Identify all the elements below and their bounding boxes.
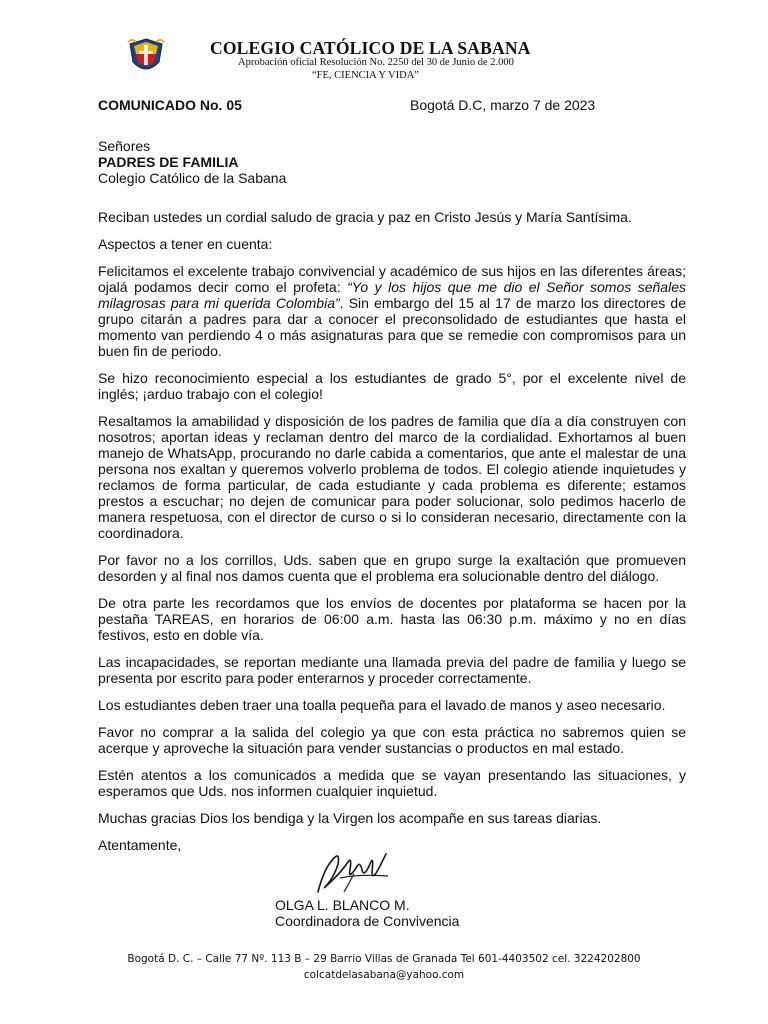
congratulations-continuation: . Sin embargo del 15 al 17 de marzo los directores de grupo citarán a padres para dar a conocer el preconsolidado de estudiantes que hasta el momento van perdiendo 4 o más asignaturas para que se remedie con compromisos para un buen fin de periodo.	[98, 295, 686, 359]
paragraph-thanks: Muchas gracias Dios los bendiga y la Virgen los acompañe en sus tareas diarias.	[98, 810, 602, 826]
greeting-paragraph: Reciban ustedes un cordial saludo de gracia y paz en Cristo Jesús y María Santísima.	[98, 209, 632, 225]
congratulations-text: Felicitamos el excelente trabajo convivencial y académico de sus hijos en las diferentes áreas; ojalá podamos decir como el profeta:	[98, 263, 686, 295]
signer-role: Coordinadora de Convivencia	[275, 913, 460, 929]
paragraph-purchases: Favor no comprar a la salida del colegio ya que con esta práctica no sabremos quien se acerque y aproveche la situación para vender sustancias o productos en mal estado.	[98, 724, 686, 756]
signer-name: OLGA L. BLANCO M.	[275, 897, 410, 913]
paragraph-platform-tasks: De otra parte les recordamos que los envíos de docentes por plataforma se hacen por la pestaña TAREAS, en horarios de 06:00 a.m. hasta las 06:30 p.m. máximo y no en días festivos, esto en doble vía.	[98, 595, 686, 643]
paragraph-parents-whatsapp: Resaltamos la amabilidad y disposición de los padres de familia que día a día construyen con nosotros; aportan ideas y reclaman dentro del marco de la cordialidad. Exhortamos al buen manejo de WhatsApp, procurando no darle cabida a comentarios, que ante el malestar de una persona nos exaltan y queremos volverlo problema de todos. El colegio atiende inquietudes y reclamos de forma particular, de cada estudiante y cada problema es diferente; estamos prestos a escuchar; no dejen de comunicar para poder solucionar, solo pedimos hacerlo de manera respetuosa, con el director de curso o si lo consideran necesario, directamente con la coordinadora.	[98, 413, 686, 541]
paragraph-gossip: Por favor no a los corrillos, Uds. saben que en grupo surge la exaltación que promueven desorden y al final nos damos cuenta que el problema era solucionable dentro del diálogo.	[98, 552, 686, 584]
handwritten-signature-icon	[310, 848, 400, 898]
communique-date: Bogotá D.C, marzo 7 de 2023	[410, 97, 596, 113]
communique-number: COMUNICADO No. 05	[98, 97, 242, 113]
paragraph-absences: Las incapacidades, se reportan mediante una llamada previa del padre de familia y luego se presenta por escrito para poder enterarnos y proceder correctamente.	[98, 654, 686, 686]
recipient-institution: Colegio Católico de la Sabana	[98, 170, 287, 186]
footer-email[interactable]: colcatdelasabana@yahoo.com	[303, 969, 465, 981]
closing: Atentamente,	[98, 837, 182, 853]
footer-address: Bogotá D. C. – Calle 77 Nº. 113 B – 29 Barrio Villas de Granada Tel 601-4403502 cel. 3224202800	[127, 953, 641, 965]
school-name: COLEGIO CATÓLICO DE LA SABANA	[210, 38, 531, 58]
school-crest-icon	[126, 36, 166, 78]
paragraph-recognition: Se hizo reconocimiento especial a los estudiantes de grado 5°, por el excelente nivel de inglés; ¡arduo trabajo con el colegio!	[98, 370, 686, 402]
paragraph-congratulations	[98, 263, 686, 359]
recipient-salutation: Señores	[98, 138, 151, 154]
recipient-block	[98, 138, 286, 186]
paragraph-stay-alert: Estén atentos a los comunicados a medida que se vayan presentando las situaciones, y esperamos que Uds. nos informen cualquier inquietud.	[98, 767, 686, 799]
aspects-intro: Aspectos a tener en cuenta:	[98, 236, 273, 252]
approval-resolution: Aprobación oficial Resolución No. 2250 del 30 de Junio de 2.000	[238, 57, 514, 68]
paragraph-towel: Los estudiantes deben traer una toalla pequeña para el lavado de manos y aseo necesario.	[98, 697, 666, 713]
recipient-group: PADRES DE FAMILIA	[98, 154, 239, 170]
letter-body	[98, 209, 686, 864]
prophet-quote: “Yo y los hijos que me dio el Señor somos señales milagrosas para mi querida Colombia”	[98, 279, 686, 311]
school-motto: “FE, CIENCIA Y VIDA”	[312, 70, 419, 81]
